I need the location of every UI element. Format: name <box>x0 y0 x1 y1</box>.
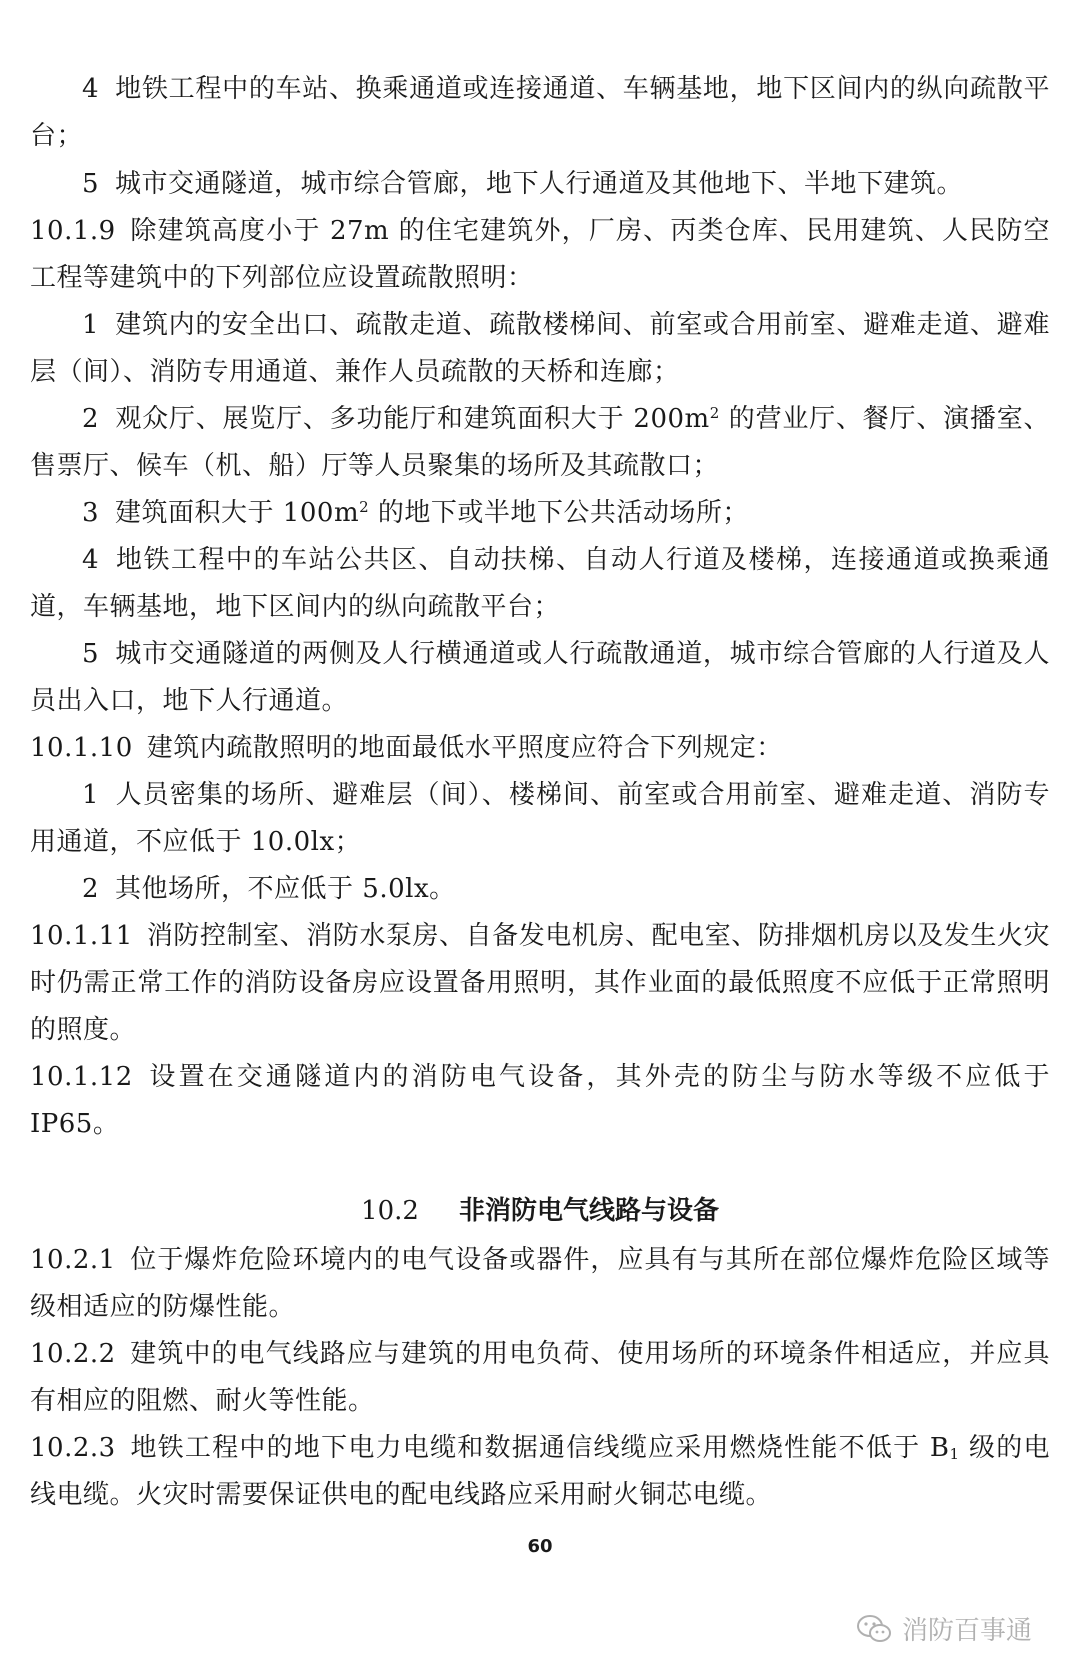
clause-number: 10.1.12 <box>30 1062 133 1092</box>
watermark-text: 消防百事通 <box>901 1616 1032 1646</box>
page-number: 60 <box>527 1536 553 1557</box>
section-number: 10.2 <box>361 1196 419 1226</box>
clause-paragraph: 10.1.9 除建筑高度小于 27m 的住宅建筑外，厂房、丙类仓库、民用建筑、人民防空工程等建筑中的下列部位应设置疏散照明： <box>30 216 1050 293</box>
section-title: 非消防电气线路与设备 <box>458 1196 719 1226</box>
clause-paragraph: 10.1.12 设置在交通隧道内的消防电气设备，其外壳的防尘与防水等级不应低于 IP65。 <box>30 1062 1050 1139</box>
list-item: 5 城市交通隧道，城市综合管廊，地下人行通道及其他地下、半地下建筑。 <box>82 169 964 199</box>
list-item: 4 地铁工程中的车站公共区、自动扶梯、自动人行道及楼梯，连接通道或换乘通道，车辆基地，地下区间内的纵向疏散平台； <box>30 545 1050 622</box>
clause-paragraph: 10.2.3 地铁工程中的地下电力电缆和数据通信线缆应采用燃烧性能不低于 $B_1$ 级的电线电缆。火灾时需要保证供电的配电线路应采用耐火铜芯电缆。 <box>30 1433 1051 1510</box>
list-item: 2 其他场所，不应低于 5.0lx。 <box>82 874 456 904</box>
clause-number: 10.2.3 <box>30 1433 116 1463</box>
clause-number: 10.1.10 <box>30 733 133 763</box>
clause-number: 10.1.9 <box>30 216 116 246</box>
list-item: 1 建筑内的安全出口、疏散走道、疏散楼梯间、前室或合用前室、避难走道、避难层（间）、消防专用通道、兼作人员疏散的天桥和连廊； <box>30 310 1050 387</box>
clause-paragraph: 10.2.2 建筑中的电气线路应与建筑的用电负荷、使用场所的环境条件相适应，并应具有相应的阻燃、耐火等性能。 <box>30 1339 1050 1416</box>
list-item: 3 建筑面积大于 $100m^2$ 的地下或半地下公共活动场所； <box>82 498 749 528</box>
list-item: 4 地铁工程中的车站、换乘通道或连接通道、车辆基地，地下区间内的纵向疏散平台； <box>30 74 1050 151</box>
clause-number: 10.2.1 <box>30 1245 116 1275</box>
wechat-logo-icon <box>856 1614 892 1644</box>
section-heading <box>0 1188 1080 1235</box>
clause-paragraph: 10.1.10 建筑内疏散照明的地面最低水平照度应符合下列规定： <box>30 733 783 763</box>
list-item: 5 城市交通隧道的两侧及人行横通道或人行疏散通道，城市综合管廊的人行道及人员出入口，地下人行通道。 <box>30 639 1050 716</box>
list-item: 2 观众厅、展览厅、多功能厅和建筑面积大于 $200m^2$ 的营业厅、餐厅、演播室、售票厅、候车（机、船）厅等人员聚集的场所及其疏散口； <box>30 404 1051 481</box>
watermark <box>856 1610 1032 1647</box>
list-item: 1 人员密集的场所、避难层（间）、楼梯间、前室或合用前室、避难走道、消防专用通道，不应低于 10.0lx； <box>30 780 1050 857</box>
clause-paragraph: 10.1.11 消防控制室、消防水泵房、自备发电机房、配电室、防排烟机房以及发生火灾时仍需正常工作的消防设备房应设置备用照明，其作业面的最低照度不应低于正常照明的照度。 <box>30 921 1050 1045</box>
clause-number: 10.2.2 <box>30 1339 116 1369</box>
clause-paragraph: 10.2.1 位于爆炸危险环境内的电气设备或器件，应具有与其所在部位爆炸危险区域等级相适应的防爆性能。 <box>30 1245 1050 1322</box>
clause-number: 10.1.11 <box>30 921 133 951</box>
